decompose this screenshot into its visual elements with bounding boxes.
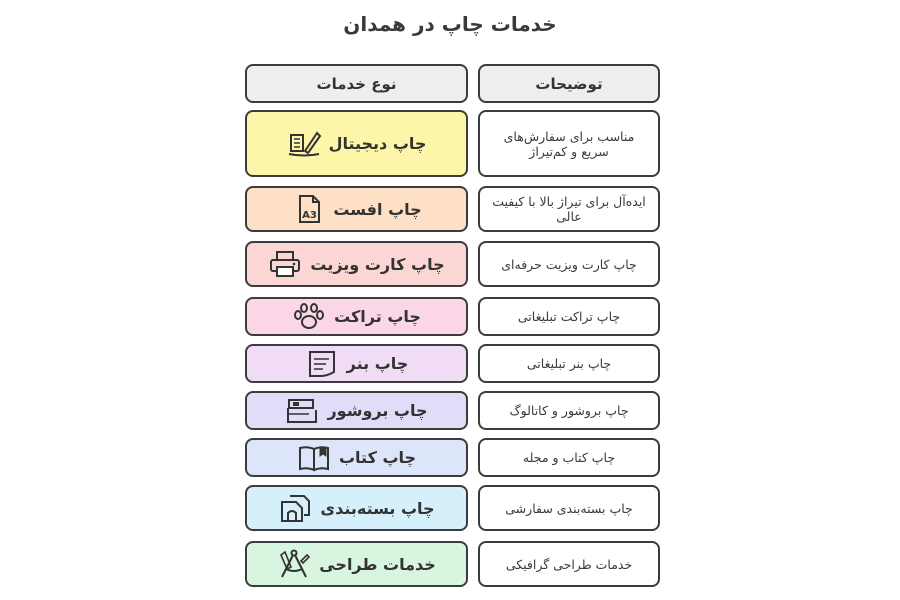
service-label: خدمات طراحی <box>319 554 436 574</box>
description-text: چاپ بنر تبلیغاتی <box>526 356 612 371</box>
service-label: چاپ بسته‌بندی <box>320 498 435 518</box>
header-description-label: توضیحات <box>535 74 603 93</box>
description-text: مناسب برای سفارش‌های سریع و کم‌تیراژ <box>503 128 635 159</box>
printer-icon <box>268 249 302 279</box>
description-box-offset <box>478 186 660 232</box>
banner-icon <box>305 349 339 379</box>
service-box-design <box>245 541 468 587</box>
description-box-business-card <box>478 241 660 287</box>
service-label: چاپ افست <box>333 199 422 219</box>
svg-text:A3: A3 <box>302 210 318 221</box>
description-text: چاپ بروشور و کاتالوگ <box>509 403 629 418</box>
description-box-flyer <box>478 297 660 336</box>
service-box-packaging <box>245 485 468 531</box>
paw-icon <box>292 302 326 332</box>
description-box-digital <box>478 110 660 177</box>
header-service-type-label: نوع خدمات <box>316 74 397 93</box>
description-box-banner <box>478 344 660 383</box>
description-box-book <box>478 438 660 477</box>
service-label: چاپ بنر <box>346 354 409 373</box>
packaging-icon <box>278 493 312 523</box>
description-text: چاپ بسته‌بندی سفارشی <box>505 500 633 516</box>
brochure-icon <box>285 396 319 426</box>
diagram-title: خدمات چاپ در همدان <box>343 12 557 36</box>
service-label: چاپ دیجیتال <box>328 134 427 153</box>
service-label: چاپ کتاب <box>338 448 417 467</box>
description-text: چاپ کارت ویزیت حرفه‌ای <box>501 256 637 272</box>
service-box-brochure <box>245 391 468 430</box>
book-icon <box>297 443 331 473</box>
service-label: چاپ بروشور <box>327 401 428 420</box>
digital-print-icon <box>287 129 321 159</box>
description-text: ایده‌آل برای تیراژ بالا با کیفیت عالی <box>492 194 646 224</box>
service-box-business-card <box>245 241 468 287</box>
description-text: خدمات طراحی گرافیکی <box>505 556 633 572</box>
description-box-design <box>478 541 660 587</box>
description-box-brochure <box>478 391 660 430</box>
service-box-flyer <box>245 297 468 336</box>
service-label: چاپ تراکت <box>334 307 421 326</box>
design-tools-icon <box>277 549 311 579</box>
header-service-type <box>245 64 468 103</box>
service-label: چاپ کارت ویزیت <box>310 254 445 274</box>
a3-paper-icon <box>291 194 325 224</box>
service-box-digital <box>245 110 468 177</box>
header-description <box>478 64 660 103</box>
service-box-offset <box>245 186 468 232</box>
description-text: چاپ کتاب و مجله <box>522 450 616 465</box>
service-box-book <box>245 438 468 477</box>
description-text: چاپ تراکت تبلیغاتی <box>517 309 621 324</box>
service-box-banner <box>245 344 468 383</box>
description-box-packaging <box>478 485 660 531</box>
